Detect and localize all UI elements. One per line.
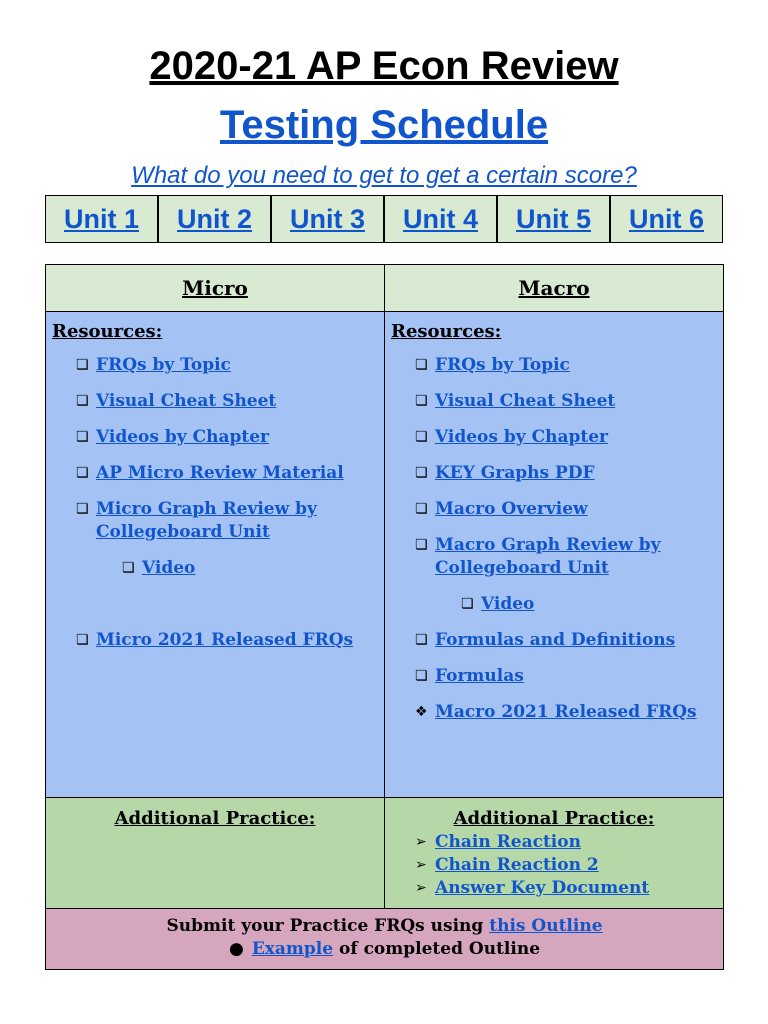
checkbox-icon: ❏ — [122, 560, 135, 576]
micro-additional-label: Additional Practice: — [114, 808, 316, 829]
unit-nav — [45, 195, 723, 243]
checkbox-icon: ❏ — [415, 357, 428, 373]
score-question — [0, 161, 768, 191]
macro-resources-cell — [385, 312, 723, 797]
micro-resources-label: Resources: — [52, 321, 163, 342]
list-item — [385, 426, 723, 449]
arrow-bullet-icon: ➢ — [415, 834, 427, 850]
list-item — [385, 462, 723, 485]
unit-6-link[interactable]: Unit 6 — [628, 203, 704, 234]
ap-micro-review-material-link[interactable]: AP Micro Review Material — [96, 463, 344, 483]
list-item — [415, 854, 723, 877]
micro-graph-review-link[interactable]: Micro Graph Review by Collegeboard Unit — [96, 499, 317, 542]
example-text: of completed Outline — [333, 939, 541, 959]
macro-additional-list — [385, 831, 723, 900]
list-item — [385, 354, 723, 377]
list-item — [46, 354, 384, 377]
list-item — [385, 534, 723, 580]
macro-2021-released-frqs-link[interactable]: Macro 2021 Released FRQs — [435, 702, 697, 722]
micro-video-link[interactable]: Video — [142, 558, 196, 578]
header-row — [46, 265, 723, 312]
list-item — [415, 877, 723, 900]
list-item — [46, 557, 384, 580]
dot-bullet-icon: ● — [228, 939, 244, 959]
unit-cell-2 — [159, 196, 272, 242]
unit-1-link[interactable]: Unit 1 — [63, 203, 139, 234]
micro-videos-by-chapter-link[interactable]: Videos by Chapter — [96, 427, 269, 447]
list-item — [46, 390, 384, 413]
macro-videos-by-chapter-link[interactable]: Videos by Chapter — [435, 427, 608, 447]
submit-text: Submit your Practice FRQs using — [166, 916, 490, 936]
list-item — [46, 629, 384, 652]
list-item — [385, 665, 723, 688]
score-question-link[interactable]: What do you need to get to get a certain score? — [131, 162, 637, 189]
list-item — [385, 629, 723, 652]
list-item — [385, 593, 723, 616]
this-outline-link[interactable]: this Outline — [489, 916, 603, 936]
unit-3-link[interactable]: Unit 3 — [289, 203, 365, 234]
macro-visual-cheat-sheet-link[interactable]: Visual Cheat Sheet — [435, 391, 616, 411]
testing-schedule-link[interactable]: Testing Schedule — [219, 103, 549, 147]
unit-2-link[interactable]: Unit 2 — [176, 203, 252, 234]
unit-cell-6 — [611, 196, 722, 242]
submit-cell — [46, 909, 723, 969]
checkbox-icon: ❏ — [415, 465, 428, 481]
list-item — [385, 390, 723, 413]
answer-key-document-link[interactable]: Answer Key Document — [435, 878, 650, 898]
unit-cell-5 — [498, 196, 611, 242]
list-item — [46, 426, 384, 449]
macro-additional-cell — [385, 798, 723, 908]
checkbox-icon: ❏ — [76, 393, 89, 409]
chain-reaction-link[interactable]: Chain Reaction — [435, 832, 581, 852]
example-link[interactable]: Example — [251, 939, 334, 959]
chain-reaction-2-link[interactable]: Chain Reaction 2 — [435, 855, 599, 875]
key-graphs-pdf-link[interactable]: KEY Graphs PDF — [435, 463, 595, 483]
list-item — [46, 498, 384, 544]
list-item — [46, 462, 384, 485]
micro-resources-cell — [46, 312, 385, 797]
checkbox-icon: ❏ — [415, 537, 428, 553]
diamond-bullet-icon: ❖ — [415, 704, 428, 720]
macro-resources-list — [385, 354, 723, 724]
macro-additional-label: Additional Practice: — [453, 808, 655, 829]
micro-visual-cheat-sheet-link[interactable]: Visual Cheat Sheet — [96, 391, 277, 411]
macro-resources-label: Resources: — [391, 321, 502, 342]
micro-resources-list — [46, 354, 384, 652]
unit-cell-1 — [46, 196, 159, 242]
arrow-bullet-icon: ➢ — [415, 880, 427, 896]
checkbox-icon: ❏ — [415, 632, 428, 648]
macro-graph-review-link[interactable]: Macro Graph Review by Collegeboard Unit — [435, 535, 661, 578]
resources-row — [46, 312, 723, 798]
list-item — [415, 831, 723, 854]
macro-overview-link[interactable]: Macro Overview — [435, 499, 588, 519]
checkbox-icon: ❏ — [415, 501, 428, 517]
subtitle — [0, 101, 768, 149]
unit-cell-3 — [272, 196, 385, 242]
formulas-and-definitions-link[interactable]: Formulas and Definitions — [435, 630, 676, 650]
submit-row — [46, 909, 723, 969]
checkbox-icon: ❏ — [76, 429, 89, 445]
resource-table — [45, 264, 724, 970]
checkbox-icon: ❏ — [76, 501, 89, 517]
checkbox-icon: ❏ — [76, 357, 89, 373]
list-item — [385, 498, 723, 521]
list-item — [385, 701, 723, 724]
macro-video-link[interactable]: Video — [481, 594, 535, 614]
checkbox-icon: ❏ — [76, 465, 89, 481]
unit-cell-4 — [385, 196, 498, 242]
formulas-link[interactable]: Formulas — [435, 666, 524, 686]
micro-2021-released-frqs-link[interactable]: Micro 2021 Released FRQs — [96, 630, 354, 650]
micro-frqs-by-topic-link[interactable]: FRQs by Topic — [96, 355, 231, 375]
macro-frqs-by-topic-link[interactable]: FRQs by Topic — [435, 355, 570, 375]
micro-header: Micro — [46, 265, 385, 311]
macro-header: Macro — [518, 276, 590, 300]
checkbox-icon: ❏ — [415, 429, 428, 445]
checkbox-icon: ❏ — [415, 668, 428, 684]
checkbox-icon: ❏ — [76, 632, 89, 648]
submit-line — [46, 915, 723, 938]
checkbox-icon: ❏ — [415, 393, 428, 409]
unit-4-link[interactable]: Unit 4 — [402, 203, 478, 234]
micro-additional-cell — [46, 798, 385, 908]
checkbox-icon: ❏ — [461, 596, 474, 612]
unit-5-link[interactable]: Unit 5 — [515, 203, 591, 234]
additional-practice-row — [46, 798, 723, 909]
arrow-bullet-icon: ➢ — [415, 857, 427, 873]
document-title: 2020-21 AP Econ Review — [149, 44, 619, 88]
example-line — [46, 938, 723, 961]
